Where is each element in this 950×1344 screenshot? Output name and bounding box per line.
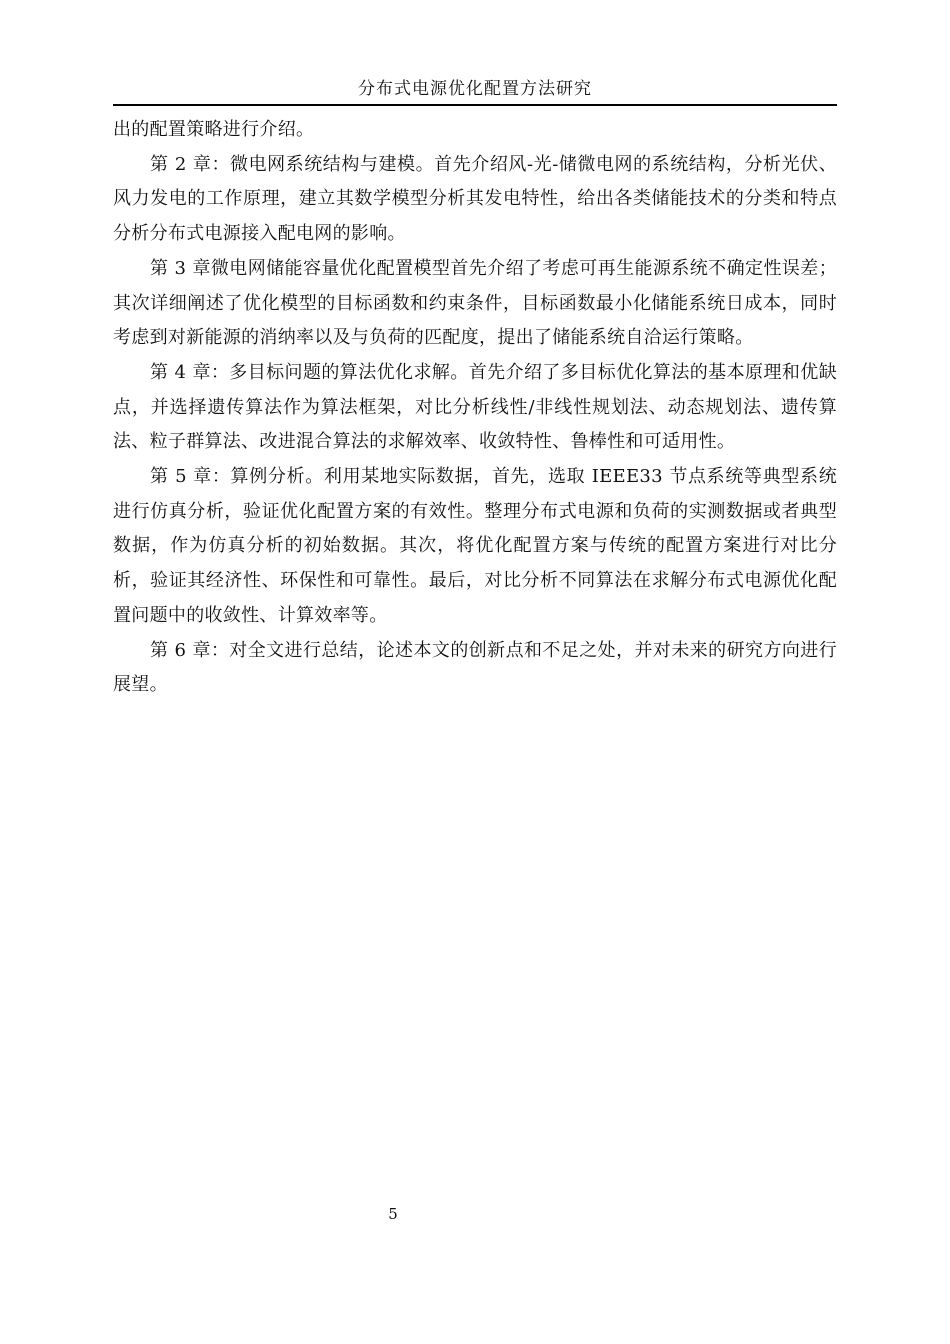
header-title: 分布式电源优化配置方法研究	[358, 79, 592, 99]
paragraph-chapter-3: 第 3 章微电网储能容量优化配置模型首先介绍了考虑可再生能源系统不确定性误差；其次详细阐述了优化模型的目标函数和约束条件，目标函数最小化储能系统日成本，同时考虑到对新能源的消纳率以及与负荷的匹配度，提出了储能系统自洽运行策略。	[113, 257, 837, 349]
page-number: 5	[388, 1205, 398, 1223]
paragraph-chapter-6: 第 6 章：对全文进行总结，论述本文的创新点和不足之处，并对未来的研究方向进行展望。	[113, 639, 837, 696]
page-header	[113, 72, 837, 106]
paragraph-chapter-5: 第 5 章：算例分析。利用某地实际数据，首先，选取 IEEE33 节点系统等典型系统进行仿真分析，验证优化配置方案的有效性。整理分布式电源和负荷的实测数据或者典型数据，作为仿真分析的初始数据。其次，将优化配置方案与传统的配置方案进行对比分析，验证其经济性、环保性和可靠性。最后，对比分析不同算法在求解分布式电源优化配置问题中的收敛性、计算效率等。	[113, 466, 837, 626]
paragraph-chapter-4: 第 4 章：多目标问题的算法优化求解。首先介绍了多目标优化算法的基本原理和优缺点，并选择遗传算法作为算法框架，对比分析线性/非线性规划法、动态规划法、遗传算法、粒子群算法、改进混合算法的求解效率、收敛特性、鲁棒性和可适用性。	[113, 361, 837, 453]
body-text	[113, 113, 837, 703]
paragraph-continuation: 出的配置策略进行介绍。	[113, 119, 315, 140]
paragraph-chapter-2: 第 2 章：微电网系统结构与建模。首先介绍风-光-储微电网的系统结构，分析光伏、风力发电的工作原理，建立其数学模型分析其发电特性，给出各类储能技术的分类和特点分析分布式电源接入配电网的影响。	[113, 153, 837, 245]
